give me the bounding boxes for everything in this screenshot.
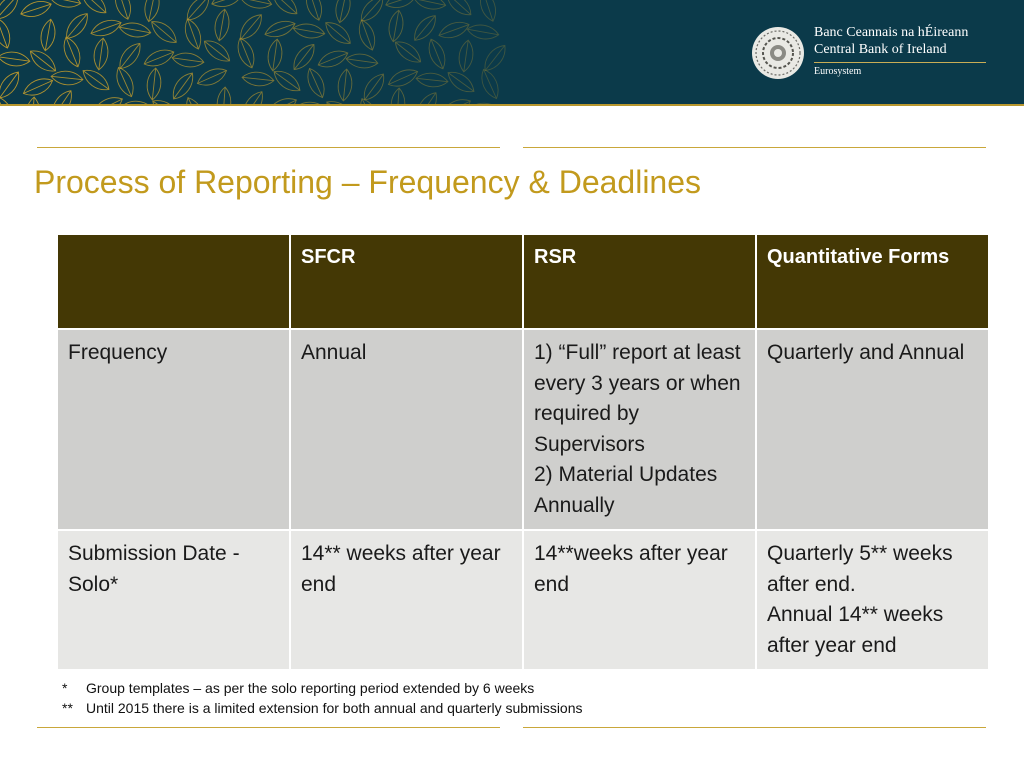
leaf-shape (437, 18, 472, 42)
leaf-shape (48, 0, 82, 10)
leaf-shape (337, 68, 354, 101)
leaf-shape (477, 0, 500, 23)
leaf-shape (263, 17, 298, 41)
bottom-rule-left (37, 727, 500, 728)
cell-text: 2) Material Updates Annually (534, 463, 718, 517)
banner-gold-line (0, 104, 1024, 106)
leaf-shape (213, 8, 232, 42)
cell-frequency-quantitative-forms (756, 329, 989, 530)
footnote-1 (62, 678, 583, 698)
leaf-shape (321, 18, 354, 49)
cell-text: Quarterly and Annual (767, 341, 965, 364)
leaf-shape (333, 0, 353, 24)
leaf-shape (391, 37, 425, 67)
leaf-shape (292, 22, 326, 41)
leaf-shape (355, 18, 379, 53)
logo-eurosystem: Eurosystem (814, 66, 862, 77)
cell-text: Annual 14** weeks after year end (767, 603, 944, 657)
leaf-shape (415, 72, 448, 89)
cell-text: Frequency (68, 341, 168, 364)
cell-text: Quarterly 5** weeks after end. (767, 542, 953, 596)
cell-submission-rsr (523, 530, 756, 670)
leaf-shape (112, 0, 135, 21)
leaf-shape (239, 0, 273, 11)
leaf-shape (345, 52, 379, 70)
cell-text: 14** weeks after year end (301, 542, 501, 596)
leaf-shape (234, 36, 259, 71)
leaf-shape (413, 0, 447, 12)
table-row-frequency (57, 329, 989, 530)
leaf-shape (181, 17, 205, 52)
leaf-shape (303, 0, 326, 22)
cell-text: Annual (301, 341, 367, 364)
table-header-row (57, 234, 989, 329)
header-banner (0, 0, 1024, 106)
leaf-shape (21, 74, 56, 99)
leaf-shape (266, 38, 284, 72)
footnote-2 (62, 698, 583, 718)
leaf-shape (79, 65, 113, 95)
leaf-shape (241, 71, 274, 88)
leaf-shape (142, 0, 162, 23)
leaf-shape (168, 69, 198, 103)
cell-text: 14**weeks after year end (534, 542, 728, 596)
leaf-shape (466, 23, 500, 42)
cell-text: 1) “Full” report at least every 3 years or when required by Supervisors (534, 341, 741, 456)
cell-frequency-label (57, 329, 290, 530)
footnote-marker: * (62, 680, 68, 696)
leaf-shape (112, 65, 137, 100)
logo-irish-name: Banc Ceannais na hÉireann (814, 25, 969, 40)
leaf-shape (289, 40, 319, 74)
leaf-shape (171, 51, 205, 69)
leaf-shape (270, 66, 304, 96)
leaf-shape (0, 16, 14, 51)
leaf-shape (60, 35, 85, 70)
leaf-shape (269, 0, 302, 19)
header-cell-rsr: RSR (523, 234, 756, 329)
header-cell-quantitative-forms: Quantitative Forms (756, 234, 989, 329)
footnote-text: Group templates – as per the solo reporting period extended by 6 weeks (86, 680, 535, 696)
leaf-shape (92, 37, 110, 71)
leaf-shape (19, 0, 54, 20)
leaf-shape (444, 67, 478, 97)
leaf-pattern-icon (0, 0, 520, 106)
leaf-shape (387, 9, 406, 43)
leaf-shape (386, 65, 421, 90)
top-rule-left (37, 147, 500, 148)
leaf-shape (147, 17, 180, 48)
leaf-shape (210, 0, 245, 10)
bank-logo (814, 24, 986, 78)
page-title: Process of Reporting – Frequency & Deadlines (34, 164, 702, 200)
leaf-shape (0, 0, 23, 23)
header-cell-empty (57, 234, 290, 329)
footnotes (62, 678, 583, 718)
leaf-shape (303, 66, 328, 101)
footnote-marker: ** (62, 700, 73, 716)
leaf-shape (443, 0, 476, 20)
leaf-shape (195, 64, 230, 89)
cell-text: Submission Date - Solo* (68, 542, 240, 596)
leaf-shape (142, 46, 177, 71)
leaf-shape (0, 50, 31, 68)
leaf-shape (118, 21, 152, 40)
leaf-shape (26, 46, 60, 76)
cell-frequency-sfcr (290, 329, 523, 530)
header-cell-sfcr: SFCR (290, 234, 523, 329)
leaf-shape (316, 47, 351, 72)
logo-divider (814, 62, 986, 63)
leaf-shape (39, 18, 58, 52)
leaf-shape (457, 39, 475, 73)
leaf-shape (200, 36, 234, 66)
leaf-shape (146, 67, 163, 100)
bottom-rule-right (523, 727, 986, 728)
cell-submission-quantitative-forms (756, 530, 989, 670)
reporting-table (56, 233, 990, 671)
footnote-text: Until 2015 there is a limited extension for both annual and quarterly submissions (86, 700, 583, 716)
leaf-shape (410, 11, 441, 44)
leaf-shape (384, 0, 419, 11)
leaf-shape (0, 68, 24, 102)
top-rule-right (523, 147, 986, 148)
leaf-shape (89, 16, 124, 40)
leaf-shape (477, 67, 502, 102)
cell-frequency-rsr (523, 329, 756, 530)
leaf-shape (50, 70, 83, 87)
cell-submission-sfcr (290, 530, 523, 670)
cell-submission-label (57, 530, 290, 670)
seal-icon (751, 26, 805, 80)
leaf-shape (425, 37, 450, 72)
table-row-submission-date (57, 530, 989, 670)
logo-english-name: Central Bank of Ireland (814, 42, 947, 57)
